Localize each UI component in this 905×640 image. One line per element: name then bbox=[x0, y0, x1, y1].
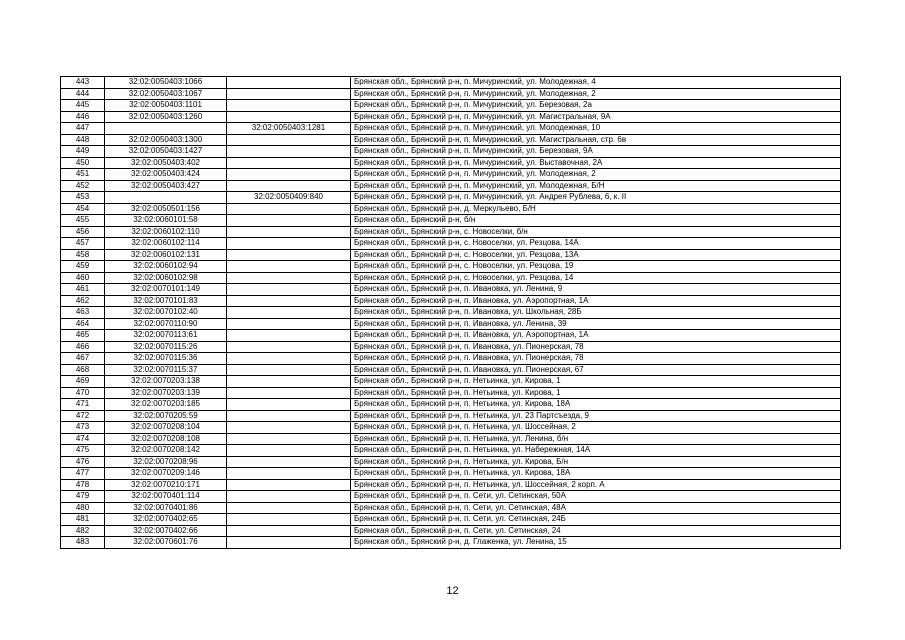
row-number-cell: 448 bbox=[61, 134, 105, 146]
table-row bbox=[61, 479, 841, 491]
table-row bbox=[61, 169, 841, 181]
table-row bbox=[61, 445, 841, 457]
cadastral-number-alt-cell bbox=[227, 364, 351, 376]
address-cell: Брянская обл., Брянский р-н, п. Мичуринский, ул. Березовая, 9А bbox=[351, 146, 841, 158]
row-number-cell: 455 bbox=[61, 215, 105, 227]
table-row bbox=[61, 77, 841, 89]
table-row bbox=[61, 399, 841, 411]
address-cell: Брянская обл., Брянский р-н, п. Мичуринский, ул. Молодежная, Б/Н bbox=[351, 180, 841, 192]
table-row bbox=[61, 284, 841, 296]
cadastral-number-cell: 32:02:0050403:402 bbox=[105, 157, 227, 169]
registry-table bbox=[60, 76, 841, 549]
cadastral-number-cell: 32:02:0050501:156 bbox=[105, 203, 227, 215]
address-cell: Брянская обл., Брянский р-н, п. Нетьинка, ул. Набережная, 14А bbox=[351, 445, 841, 457]
table-row bbox=[61, 468, 841, 480]
cadastral-number-cell: 32:02:0070210:171 bbox=[105, 479, 227, 491]
address-cell: Брянская обл., Брянский р-н, п. Нетьинка, ул. 23 Партсъезда, 9 bbox=[351, 410, 841, 422]
row-number-cell: 453 bbox=[61, 192, 105, 204]
cadastral-number-alt-cell bbox=[227, 77, 351, 89]
cadastral-number-alt-cell bbox=[227, 353, 351, 365]
address-cell: Брянская обл., Брянский р-н, п. Нетьинка, ул. Шоссейная, 2 bbox=[351, 422, 841, 434]
table-row bbox=[61, 215, 841, 227]
row-number-cell: 462 bbox=[61, 295, 105, 307]
address-cell: Брянская обл., Брянский р-н, п. Ивановка, ул. Ленина, 39 bbox=[351, 318, 841, 330]
table-row bbox=[61, 100, 841, 112]
cadastral-number-cell: 32:02:0070102:40 bbox=[105, 307, 227, 319]
cadastral-number-alt-cell bbox=[227, 537, 351, 549]
row-number-cell: 475 bbox=[61, 445, 105, 457]
address-cell: Брянская обл., Брянский р-н, п. Нетьинка, ул. Кирова, 18А bbox=[351, 468, 841, 480]
table-row bbox=[61, 261, 841, 273]
cadastral-number-alt-cell bbox=[227, 456, 351, 468]
cadastral-number-cell: 32:02:0070110:90 bbox=[105, 318, 227, 330]
cadastral-number-cell: 32:02:0060102:131 bbox=[105, 249, 227, 261]
cadastral-number-alt-cell bbox=[227, 249, 351, 261]
cadastral-number-alt-cell bbox=[227, 399, 351, 411]
cadastral-number-alt-cell bbox=[227, 215, 351, 227]
table-row bbox=[61, 330, 841, 342]
cadastral-number-alt-cell bbox=[227, 261, 351, 273]
address-cell: Брянская обл., Брянский р-н, п. Нетьинка, ул. Шоссейная, 2 корп. А bbox=[351, 479, 841, 491]
address-cell: Брянская обл., Брянский р-н, п. Ивановка, ул. Аэропортная, 1А bbox=[351, 330, 841, 342]
row-number-cell: 444 bbox=[61, 88, 105, 100]
cadastral-number-alt-cell bbox=[227, 422, 351, 434]
cadastral-number-cell: 32:02:0060102:114 bbox=[105, 238, 227, 250]
address-cell: Брянская обл., Брянский р-н, п. Сети, ул. Сетинская, 50А bbox=[351, 491, 841, 503]
table-row bbox=[61, 203, 841, 215]
address-cell: Брянская обл., Брянский р-н, п. Мичуринский, ул. Андрея Рублева, 6, к. II bbox=[351, 192, 841, 204]
address-cell: Брянская обл., Брянский р-н, п. Ивановка, ул. Аэропортная, 1А bbox=[351, 295, 841, 307]
address-cell: Брянская обл., Брянский р-н, б/н bbox=[351, 215, 841, 227]
cadastral-number-alt-cell bbox=[227, 514, 351, 526]
cadastral-number-alt-cell bbox=[227, 272, 351, 284]
cadastral-number-alt-cell bbox=[227, 134, 351, 146]
address-cell: Брянская обл., Брянский р-н, д. Меркульево, Б/Н bbox=[351, 203, 841, 215]
table-row bbox=[61, 123, 841, 135]
row-number-cell: 459 bbox=[61, 261, 105, 273]
row-number-cell: 463 bbox=[61, 307, 105, 319]
cadastral-number-alt-cell bbox=[227, 318, 351, 330]
address-cell: Брянская обл., Брянский р-н, п. Нетьинка, ул. Кирова, 1 bbox=[351, 376, 841, 388]
row-number-cell: 446 bbox=[61, 111, 105, 123]
cadastral-number-alt-cell bbox=[227, 169, 351, 181]
cadastral-number-cell: 32:02:0070208:108 bbox=[105, 433, 227, 445]
cadastral-number-cell: 32:02:0070601:76 bbox=[105, 537, 227, 549]
cadastral-number-cell: 32:02:0070115:26 bbox=[105, 341, 227, 353]
row-number-cell: 461 bbox=[61, 284, 105, 296]
cadastral-number-cell bbox=[105, 192, 227, 204]
address-cell: Брянская обл., Брянский р-н, п. Мичуринский, ул. Молодежная, 10 bbox=[351, 123, 841, 135]
table-row bbox=[61, 192, 841, 204]
cadastral-number-alt-cell bbox=[227, 111, 351, 123]
row-number-cell: 464 bbox=[61, 318, 105, 330]
table-row bbox=[61, 226, 841, 238]
cadastral-number-alt-cell bbox=[227, 295, 351, 307]
cadastral-number-alt-cell bbox=[227, 238, 351, 250]
cadastral-number-alt-cell bbox=[227, 284, 351, 296]
row-number-cell: 481 bbox=[61, 514, 105, 526]
address-cell: Брянская обл., Брянский р-н, п. Ивановка, ул. Пионерская, 67 bbox=[351, 364, 841, 376]
row-number-cell: 454 bbox=[61, 203, 105, 215]
address-cell: Брянская обл., Брянский р-н, п. Сети, ул. Сетинская, 24 bbox=[351, 525, 841, 537]
cadastral-number-cell: 32:02:0060102:110 bbox=[105, 226, 227, 238]
cadastral-number-cell: 32:02:0070402:66 bbox=[105, 525, 227, 537]
cadastral-number-cell: 32:02:0070203:139 bbox=[105, 387, 227, 399]
cadastral-number-alt-cell bbox=[227, 376, 351, 388]
table-row bbox=[61, 376, 841, 388]
address-cell: Брянская обл., Брянский р-н, п. Мичуринский, ул. Молодежная, 2 bbox=[351, 169, 841, 181]
table-row bbox=[61, 180, 841, 192]
row-number-cell: 477 bbox=[61, 468, 105, 480]
row-number-cell: 479 bbox=[61, 491, 105, 503]
cadastral-number-alt-cell bbox=[227, 525, 351, 537]
cadastral-number-alt-cell bbox=[227, 491, 351, 503]
row-number-cell: 467 bbox=[61, 353, 105, 365]
row-number-cell: 450 bbox=[61, 157, 105, 169]
address-cell: Брянская обл., Брянский р-н, п. Нетьинка, ул. Кирова, 1 bbox=[351, 387, 841, 399]
address-cell: Брянская обл., Брянский р-н, п. Нетьинка, ул. Кирова, Б/н bbox=[351, 456, 841, 468]
cadastral-number-alt-cell bbox=[227, 226, 351, 238]
cadastral-number-cell: 32:02:0050403:427 bbox=[105, 180, 227, 192]
cadastral-number-alt-cell bbox=[227, 157, 351, 169]
table-row bbox=[61, 422, 841, 434]
cadastral-number-alt-cell bbox=[227, 433, 351, 445]
cadastral-number-alt-cell bbox=[227, 330, 351, 342]
cadastral-number-cell: 32:02:0050403:1067 bbox=[105, 88, 227, 100]
row-number-cell: 476 bbox=[61, 456, 105, 468]
table-row bbox=[61, 341, 841, 353]
table-row bbox=[61, 134, 841, 146]
cadastral-number-cell: 32:02:0070401:114 bbox=[105, 491, 227, 503]
row-number-cell: 468 bbox=[61, 364, 105, 376]
row-number-cell: 460 bbox=[61, 272, 105, 284]
cadastral-number-cell: 32:02:0070115:37 bbox=[105, 364, 227, 376]
address-cell: Брянская обл., Брянский р-н, п. Нетьинка, ул. Кирова, 18А bbox=[351, 399, 841, 411]
row-number-cell: 474 bbox=[61, 433, 105, 445]
cadastral-number-alt-cell bbox=[227, 479, 351, 491]
table-row bbox=[61, 272, 841, 284]
cadastral-number-alt-cell bbox=[227, 502, 351, 514]
table-row bbox=[61, 318, 841, 330]
address-cell: Брянская обл., Брянский р-н, п. Мичуринский, ул. Выставочная, 2А bbox=[351, 157, 841, 169]
cadastral-number-cell: 32:02:0050403:1300 bbox=[105, 134, 227, 146]
table-row bbox=[61, 525, 841, 537]
cadastral-number-cell: 32:02:0070208:96 bbox=[105, 456, 227, 468]
row-number-cell: 465 bbox=[61, 330, 105, 342]
row-number-cell: 473 bbox=[61, 422, 105, 434]
table-row bbox=[61, 88, 841, 100]
cadastral-number-alt-cell bbox=[227, 410, 351, 422]
table-row bbox=[61, 157, 841, 169]
cadastral-number-cell: 32:02:0070205:59 bbox=[105, 410, 227, 422]
page-number: 12 bbox=[446, 585, 459, 597]
row-number-cell: 451 bbox=[61, 169, 105, 181]
cadastral-number-alt-cell bbox=[227, 203, 351, 215]
cadastral-number-alt-cell bbox=[227, 100, 351, 112]
registry-table-body bbox=[61, 77, 841, 549]
row-number-cell: 445 bbox=[61, 100, 105, 112]
address-cell: Брянская обл., Брянский р-н, п. Сети, ул. Сетинская, 48А bbox=[351, 502, 841, 514]
table-row bbox=[61, 353, 841, 365]
cadastral-number-alt-cell bbox=[227, 445, 351, 457]
address-cell: Брянская обл., Брянский р-н, п. Ивановка, ул. Пионерская, 78 bbox=[351, 353, 841, 365]
address-cell: Брянская обл., Брянский р-н, п. Ивановка, ул. Ленина, 9 bbox=[351, 284, 841, 296]
cadastral-number-alt-cell: 32:02:0050409:840 bbox=[227, 192, 351, 204]
cadastral-number-cell: 32:02:0070101:149 bbox=[105, 284, 227, 296]
table-row bbox=[61, 111, 841, 123]
address-cell: Брянская обл., Брянский р-н, с. Новоселки, б/н bbox=[351, 226, 841, 238]
cadastral-number-cell: 32:02:0070401:86 bbox=[105, 502, 227, 514]
row-number-cell: 466 bbox=[61, 341, 105, 353]
cadastral-number-cell: 32:02:0060102:98 bbox=[105, 272, 227, 284]
table-row bbox=[61, 537, 841, 549]
row-number-cell: 482 bbox=[61, 525, 105, 537]
cadastral-number-alt-cell: 32:02:0050403:1281 bbox=[227, 123, 351, 135]
address-cell: Брянская обл., Брянский р-н, п. Ивановка, ул. Пионерская, 78 bbox=[351, 341, 841, 353]
cadastral-number-cell: 32:02:0070101:83 bbox=[105, 295, 227, 307]
cadastral-number-cell: 32:02:0050403:1427 bbox=[105, 146, 227, 158]
table-row bbox=[61, 307, 841, 319]
row-number-cell: 478 bbox=[61, 479, 105, 491]
row-number-cell: 447 bbox=[61, 123, 105, 135]
cadastral-number-cell: 32:02:0070203:138 bbox=[105, 376, 227, 388]
cadastral-number-cell: 32:02:0070402:65 bbox=[105, 514, 227, 526]
row-number-cell: 480 bbox=[61, 502, 105, 514]
table-row bbox=[61, 491, 841, 503]
cadastral-number-cell bbox=[105, 123, 227, 135]
table-row bbox=[61, 387, 841, 399]
table-row bbox=[61, 502, 841, 514]
table-row bbox=[61, 295, 841, 307]
row-number-cell: 469 bbox=[61, 376, 105, 388]
row-number-cell: 456 bbox=[61, 226, 105, 238]
row-number-cell: 452 bbox=[61, 180, 105, 192]
cadastral-number-alt-cell bbox=[227, 387, 351, 399]
cadastral-number-cell: 32:02:0070115:36 bbox=[105, 353, 227, 365]
cadastral-number-cell: 32:02:0060101:58 bbox=[105, 215, 227, 227]
address-cell: Брянская обл., Брянский р-н, п. Мичуринский, ул. Молодежная, 4 bbox=[351, 77, 841, 89]
table-row bbox=[61, 249, 841, 261]
cadastral-number-cell: 32:02:0070208:104 bbox=[105, 422, 227, 434]
cadastral-number-alt-cell bbox=[227, 341, 351, 353]
cadastral-number-alt-cell bbox=[227, 146, 351, 158]
cadastral-number-alt-cell bbox=[227, 180, 351, 192]
table-row bbox=[61, 456, 841, 468]
table-row bbox=[61, 514, 841, 526]
address-cell: Брянская обл., Брянский р-н, с. Новоселки, ул. Резцова, 14 bbox=[351, 272, 841, 284]
cadastral-number-cell: 32:02:0050403:1066 bbox=[105, 77, 227, 89]
table-row bbox=[61, 433, 841, 445]
row-number-cell: 457 bbox=[61, 238, 105, 250]
address-cell: Брянская обл., Брянский р-н, п. Сети, ул. Сетинская, 24Б bbox=[351, 514, 841, 526]
address-cell: Брянская обл., Брянский р-н, п. Нетьинка, ул. Ленина, б/н bbox=[351, 433, 841, 445]
table-row bbox=[61, 238, 841, 250]
address-cell: Брянская обл., Брянский р-н, п. Ивановка, ул. Школьная, 28Б bbox=[351, 307, 841, 319]
address-cell: Брянская обл., Брянский р-н, п. Мичуринский, ул. Молодежная, 2 bbox=[351, 88, 841, 100]
row-number-cell: 449 bbox=[61, 146, 105, 158]
row-number-cell: 483 bbox=[61, 537, 105, 549]
address-cell: Брянская обл., Брянский р-н, с. Новоселки, ул. Резцова, 14А bbox=[351, 238, 841, 250]
address-cell: Брянская обл., Брянский р-н, с. Новоселки, ул. Резцова, 13А bbox=[351, 249, 841, 261]
address-cell: Брянская обл., Брянский р-н, с. Новоселки, ул. Резцова, 19 bbox=[351, 261, 841, 273]
cadastral-number-cell: 32:02:0060102:94 bbox=[105, 261, 227, 273]
cadastral-number-cell: 32:02:0070203:185 bbox=[105, 399, 227, 411]
cadastral-number-cell: 32:02:0050403:1101 bbox=[105, 100, 227, 112]
cadastral-number-cell: 32:02:0070113:61 bbox=[105, 330, 227, 342]
row-number-cell: 471 bbox=[61, 399, 105, 411]
cadastral-number-alt-cell bbox=[227, 468, 351, 480]
row-number-cell: 443 bbox=[61, 77, 105, 89]
address-cell: Брянская обл., Брянский р-н, д. Глаженка, ул. Ленина, 15 bbox=[351, 537, 841, 549]
cadastral-number-cell: 32:02:0050403:424 bbox=[105, 169, 227, 181]
row-number-cell: 458 bbox=[61, 249, 105, 261]
table-row bbox=[61, 410, 841, 422]
row-number-cell: 472 bbox=[61, 410, 105, 422]
table-row bbox=[61, 146, 841, 158]
cadastral-number-cell: 32:02:0070209:146 bbox=[105, 468, 227, 480]
cadastral-number-alt-cell bbox=[227, 307, 351, 319]
cadastral-number-cell: 32:02:0070208:142 bbox=[105, 445, 227, 457]
table-row bbox=[61, 364, 841, 376]
row-number-cell: 470 bbox=[61, 387, 105, 399]
cadastral-number-alt-cell bbox=[227, 88, 351, 100]
address-cell: Брянская обл., Брянский р-н, п. Мичуринский, ул. Березовая, 2а bbox=[351, 100, 841, 112]
cadastral-number-cell: 32:02:0050403:1260 bbox=[105, 111, 227, 123]
address-cell: Брянская обл., Брянский р-н, п. Мичуринский, ул. Магистральная, 9А bbox=[351, 111, 841, 123]
address-cell: Брянская обл., Брянский р-н, п. Мичуринский, ул. Магистральная, стр. 6в bbox=[351, 134, 841, 146]
